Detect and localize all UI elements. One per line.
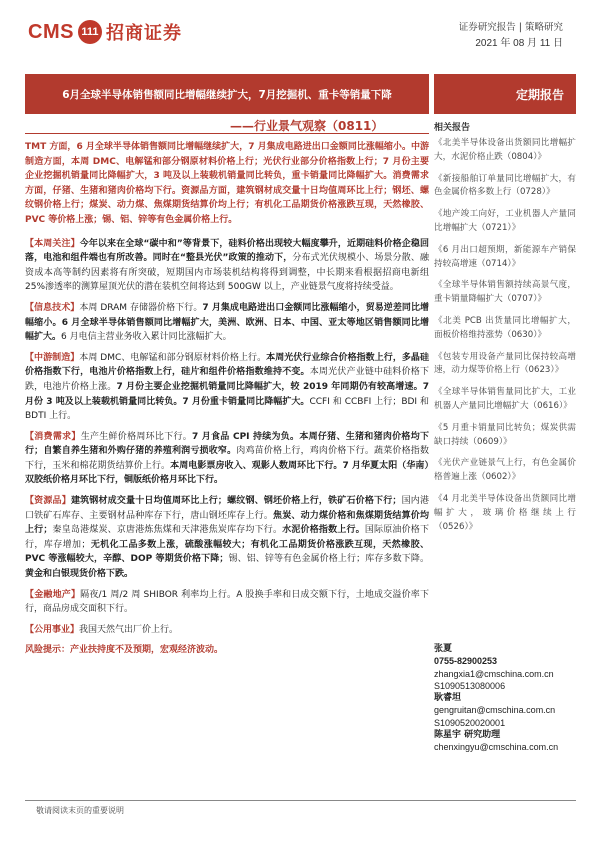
section-bold: 7 月集成电路进出口金额同比涨幅缩小，贸易逆差同比增幅缩小。6 月全球半导体销售额同比增幅扩大，美洲、欧洲、日本、中国、亚太等地区销售额同比增幅扩大。 [25, 302, 429, 343]
section-tag: 【资源品】 [25, 496, 71, 507]
section-it [25, 301, 429, 345]
footer-divider [25, 800, 576, 801]
footer-note: 敬请阅读末页的重要说明 [36, 806, 124, 815]
section-text: 分布式光伏规模小、场景分散、融资成本高等制约因素将有所突破，短期国内市场装机结构将得到调整，中长期来看根据招商电新组 25%渗透率的测算屋顶光伏的潜在装机空间将达到 500GW 以上，产业链景气度将持续受益。 [25, 253, 429, 293]
section-text: 我国天然气出厂价上行。 [79, 624, 179, 635]
related-report-link[interactable]: 《6 月出口超预期，新能源车产销保持较高增速（0714）》 [434, 244, 576, 269]
title-divider [25, 133, 429, 134]
report-date: 2021 年 08 月 11 日 [475, 38, 563, 49]
related-reports-title: 相关报告 [434, 123, 471, 133]
section-bold-4: 黄金和白银现货价格下跌。 [25, 569, 134, 580]
related-report-link[interactable]: 《全球半导体销售额持续高景气度，重卡销量降幅扩大（0707）》 [434, 280, 576, 305]
section-bold: 7 月食品 CPI 持续为负。本周仔猪、生猪和猪肉价格均下行；自繁自养生猪和外购仔猪的养殖利润亏损收窄。 [25, 431, 429, 457]
section-text-2: 秦皇岛港煤炭、京唐港炼焦煤和天津港焦炭库存均下行。 [52, 525, 283, 536]
risk-warning [25, 643, 429, 658]
report-title: 6月全球半导体销售额同比增幅继续扩大，7月挖掘机、重卡等销量下降 [25, 74, 429, 114]
analyst-name-line [434, 729, 576, 741]
section-tag: 【消费需求】 [25, 431, 81, 442]
section-resources [25, 494, 429, 582]
section-bold: 本周光伏行业综合价格指数上行，多晶硅价格指数下行，电池片价格指数上行，硅片和组件价格指数维持不变。 [25, 352, 429, 378]
section-tag: 【本周关注】 [25, 238, 80, 249]
report-type-badge: 定期报告 [434, 74, 576, 114]
logo-cn-text: 招商证券 [105, 23, 182, 44]
section-bold-2: 本周电影票房收入、观影人数周环比下行。7 月华夏太阳（华南）双胶纸价格月环比下行，铜版纸价格月环比下行。 [25, 460, 429, 486]
header-meta [459, 20, 563, 52]
section-text: 本周光伏产业链中硅料价格下跌，电池片价格上涨。 [25, 367, 429, 392]
related-report-link[interactable]: 《4 月北美半导体设备出货额同比增幅扩大，玻璃价格继续上行（0526）》 [434, 493, 576, 532]
section-finance [25, 588, 429, 617]
section-text: 肉鸡苗价格上行，鸡肉价格下行。蔬菜价格指数下行，玉米和棉花期货结算价上行。 [25, 446, 429, 471]
analyst-cert: S1090520020001 [434, 717, 506, 728]
analyst-email[interactable]: zhangxia1@cmschina.com.cn [434, 668, 554, 679]
related-report-link[interactable]: 《北美 PCB 出货量同比增幅扩大，面板价格维持涨势（0630）》 [434, 315, 576, 340]
analyst-phone: 0755-82900253 [434, 656, 498, 667]
section-focus [25, 237, 429, 295]
section-tag: 【金融地产】 [25, 589, 81, 600]
section-text: 国内港口铁矿石库存、主要钢材品种库存下行，唐山钢坯库存上行。 [25, 496, 429, 521]
section-lead: 本周 DMC、电解锰和部分钢原材料价格上行。 [79, 352, 267, 363]
related-report-link[interactable]: 《光伏产业链景气上行，有色金属价格普遍上涨（0602）》 [434, 458, 576, 483]
section-consumer [25, 430, 429, 488]
section-lead: 建筑钢材成交量十日均值周环比上行；螺纹钢、钢坯价格上行，铁矿石价格下行； [70, 496, 402, 507]
section-bold-2: 7 月份主要企业挖掘机销量同比降幅扩大，较 2019 年同期仍有较高增速。7 月份 3 吨及以上装载机销量同比转负。7 月份重卡销量同比降幅扩大。 [25, 381, 429, 407]
risk-text: 风险提示：产业扶持度不及预期，宏观经济波动。 [25, 645, 224, 656]
section-bold: 焦炭、动力煤价格和焦煤期货结算价均上行； [25, 510, 429, 536]
related-report-link[interactable]: 《新接船舶订单量同比增幅扩大，有色金属价格多数上行（0728）》 [434, 173, 576, 198]
related-report-link[interactable]: 《地产竣工向好，工业机器人产量同比增幅扩大（0721）》 [434, 209, 576, 233]
related-report-link[interactable]: 《全球半导体销售量同比扩大，工业机器人产量同比增幅扩大（0616）》 [434, 387, 576, 411]
analyst-name: 陈星宇 [434, 730, 462, 741]
section-text-4: 锡、铝、锌等有色金属价格上行；库存多数下降。 [228, 554, 429, 565]
summary-paragraph: TMT 方面，6 月全球半导体销售额同比增幅继续扩大，7 月集成电路进出口金额同比涨幅缩小。中游制造方面，本周 DMC、电解锰和部分钢原材料价格上行；光伏行业部分价格指数上行；7 月份主要企业挖掘机销量同比降幅扩大，3 吨及以上装载机销量同比转负，重卡销量同比降幅扩大。消费需求方面，仔猪、生猪和猪肉价格均下行。资源品方面，建筑钢材成交量十日均值周环比上行；钢坯、螺纹钢价格上行；煤炭、动力煤、焦煤期货结算价均上行；有机化工品期货价格涨跌互现，天然橡胶、PVC 等价格上涨；锡、铝、锌等有色金属价格上行。 [25, 142, 429, 225]
analyst-role: 研究助理 [464, 730, 501, 741]
main-content [25, 140, 429, 664]
logo-cms-text: CMS [28, 20, 74, 43]
report-subtitle: ——行业景气观察（0811） [230, 119, 384, 133]
related-report-link[interactable]: 《5 月重卡销量同比转负；煤炭供需缺口持续（0609）》 [434, 422, 576, 447]
analyst-contacts [434, 643, 576, 754]
section-bold-2: 水泥价格指数上行。 [282, 525, 365, 536]
section-text: 隔夜/1 周/2 周 SHIBOR 利率均上行。A 股换手率和日成交额下行，土地成交溢价率下行，商品房成交面积下行。 [25, 589, 429, 615]
section-text-3: 国际原油价格下行，库存增加； [25, 525, 429, 550]
section-tag: 【公用事业】 [25, 624, 80, 635]
related-reports [434, 116, 576, 542]
section-utilities [25, 623, 429, 638]
analyst-email[interactable]: gengruitan@cmschina.com.cn [434, 705, 556, 716]
section-tag: 【中游制造】 [25, 352, 80, 363]
related-report-link[interactable]: 《北美半导体设备出货额同比增幅扩大，水泥价格止跌（0804）》 [434, 138, 576, 162]
analyst-name: 耿睿坦 [434, 693, 462, 704]
related-report-link[interactable]: 《包装专用设备产量同比保持较高增速，动力煤等价格上行（0623）》 [434, 351, 576, 376]
section-lead: 今年以来在全球“碳中和”等背景下，硅料价格出现较大幅度攀升，近期硅料价格企稳回落，电池和组件端也有所改善。同时在“整县光伏”政策的推动下， [25, 238, 429, 264]
section-text-2: CCFI 和 CCBFI 上行；BDI 和 BDTI 上行。 [25, 396, 429, 422]
section-text: 6 月电信主营业务收入累计同比涨幅扩大。 [61, 332, 232, 343]
section-tag: 【信息技术】 [25, 302, 80, 313]
logo-mark-icon: 111 [78, 20, 102, 44]
section-lead: 本周 DRAM 存储器价格下行。 [79, 302, 203, 313]
section-bold-3: 无机化工品多数上涨，硫酸涨幅较大；有机化工品期货价格涨跌互现，天然橡胶、PVC 等涨幅较大，辛醇、DOP 等期货价格下降； [25, 539, 429, 565]
company-logo [28, 14, 182, 50]
section-manufacturing [25, 351, 429, 424]
analyst-email[interactable]: chenxingyu@cmschina.com.cn [434, 742, 559, 753]
analyst-cert: S1090513080006 [434, 680, 506, 691]
analyst-name: 张夏 [434, 644, 453, 654]
section-lead: 生产生鲜价格周环比下行。 [80, 431, 193, 442]
report-category: 证券研究报告 | 策略研究 [458, 22, 563, 33]
